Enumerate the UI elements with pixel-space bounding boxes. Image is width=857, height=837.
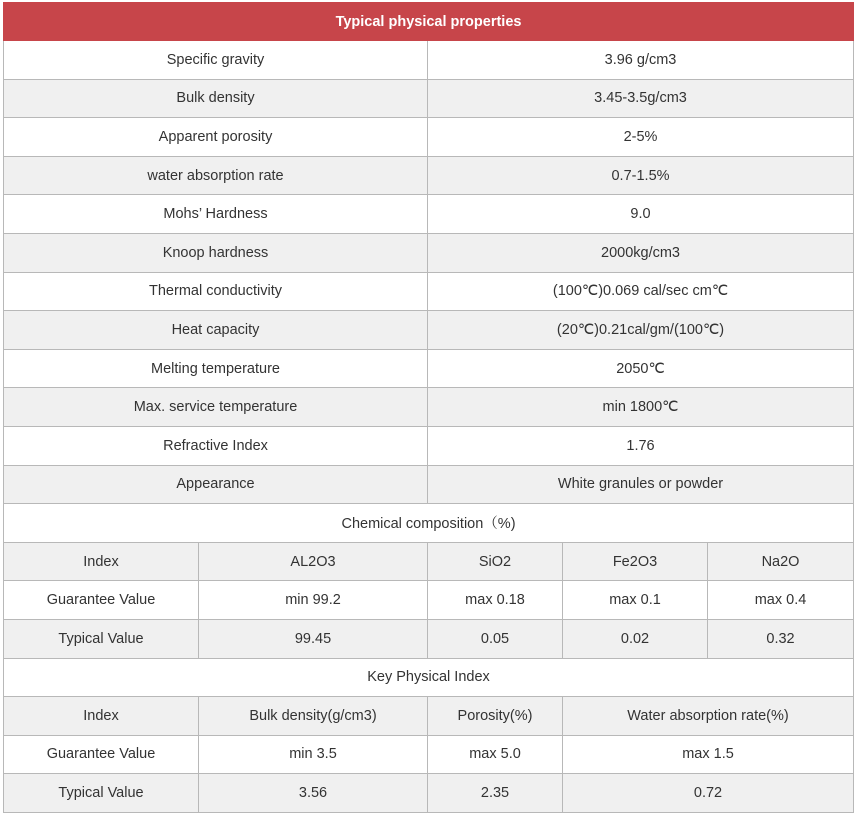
key-physical-index-heading: Key Physical Index bbox=[4, 658, 854, 697]
column-header: Fe2O3 bbox=[563, 542, 708, 581]
property-value: min 1800℃ bbox=[428, 388, 854, 427]
table-row bbox=[4, 426, 854, 465]
table-row bbox=[4, 735, 854, 774]
property-name: Bulk density bbox=[4, 79, 428, 118]
column-header: Index bbox=[4, 697, 199, 736]
table-cell: Typical Value bbox=[4, 774, 199, 813]
column-header: Index bbox=[4, 542, 199, 581]
table-cell: 3.56 bbox=[199, 774, 428, 813]
table-row bbox=[4, 311, 854, 350]
table-cell: min 99.2 bbox=[199, 581, 428, 620]
property-value: 3.45-3.5g/cm3 bbox=[428, 79, 854, 118]
property-value: (100℃)0.069 cal/sec cm℃ bbox=[428, 272, 854, 311]
property-value: 0.7-1.5% bbox=[428, 156, 854, 195]
table-row bbox=[4, 156, 854, 195]
column-header: Bulk density(g/cm3) bbox=[199, 697, 428, 736]
column-header: Water absorption rate(%) bbox=[563, 697, 854, 736]
column-header: SiO2 bbox=[428, 542, 563, 581]
property-value: 2050℃ bbox=[428, 349, 854, 388]
section-heading-row bbox=[4, 504, 854, 543]
property-value: (20℃)0.21cal/gm/(100℃) bbox=[428, 311, 854, 350]
table-cell: 99.45 bbox=[199, 619, 428, 658]
table-cell: max 0.1 bbox=[563, 581, 708, 620]
table-cell: max 1.5 bbox=[563, 735, 854, 774]
table-cell: Guarantee Value bbox=[4, 735, 199, 774]
property-value: 2-5% bbox=[428, 118, 854, 157]
property-name: Specific gravity bbox=[4, 41, 428, 80]
property-name: water absorption rate bbox=[4, 156, 428, 195]
property-name: Melting temperature bbox=[4, 349, 428, 388]
table-header-row bbox=[4, 3, 854, 41]
property-value: 3.96 g/cm3 bbox=[428, 41, 854, 80]
column-header: AL2O3 bbox=[199, 542, 428, 581]
table-title: Typical physical properties bbox=[4, 3, 854, 41]
table-cell: 0.05 bbox=[428, 619, 563, 658]
table-cell: Guarantee Value bbox=[4, 581, 199, 620]
table-row bbox=[4, 349, 854, 388]
table-row bbox=[4, 118, 854, 157]
property-name: Apparent porosity bbox=[4, 118, 428, 157]
table-cell: max 5.0 bbox=[428, 735, 563, 774]
table-row bbox=[4, 542, 854, 581]
section-heading-row bbox=[4, 658, 854, 697]
table-row bbox=[4, 465, 854, 504]
table-row bbox=[4, 41, 854, 80]
property-value: 2000kg/cm3 bbox=[428, 233, 854, 272]
properties-table bbox=[3, 2, 854, 813]
table-cell: 0.02 bbox=[563, 619, 708, 658]
chemical-composition-heading: Chemical composition（%) bbox=[4, 504, 854, 543]
property-value: White granules or powder bbox=[428, 465, 854, 504]
table-cell: max 0.4 bbox=[708, 581, 854, 620]
table-cell: 0.32 bbox=[708, 619, 854, 658]
column-header: Na2O bbox=[708, 542, 854, 581]
property-name: Thermal conductivity bbox=[4, 272, 428, 311]
table-row bbox=[4, 697, 854, 736]
table-cell: 2.35 bbox=[428, 774, 563, 813]
table-row bbox=[4, 195, 854, 234]
property-name: Appearance bbox=[4, 465, 428, 504]
table-cell: max 0.18 bbox=[428, 581, 563, 620]
property-name: Knoop hardness bbox=[4, 233, 428, 272]
table-row bbox=[4, 388, 854, 427]
table-cell: 0.72 bbox=[563, 774, 854, 813]
table-cell: Typical Value bbox=[4, 619, 199, 658]
table-row bbox=[4, 619, 854, 658]
table-row bbox=[4, 581, 854, 620]
property-value: 1.76 bbox=[428, 426, 854, 465]
property-name: Max. service temperature bbox=[4, 388, 428, 427]
property-name: Heat capacity bbox=[4, 311, 428, 350]
property-value: 9.0 bbox=[428, 195, 854, 234]
table-row bbox=[4, 272, 854, 311]
table-row bbox=[4, 774, 854, 813]
column-header: Porosity(%) bbox=[428, 697, 563, 736]
property-name: Refractive Index bbox=[4, 426, 428, 465]
property-name: Mohs’ Hardness bbox=[4, 195, 428, 234]
table-row bbox=[4, 233, 854, 272]
table-cell: min 3.5 bbox=[199, 735, 428, 774]
table-row bbox=[4, 79, 854, 118]
